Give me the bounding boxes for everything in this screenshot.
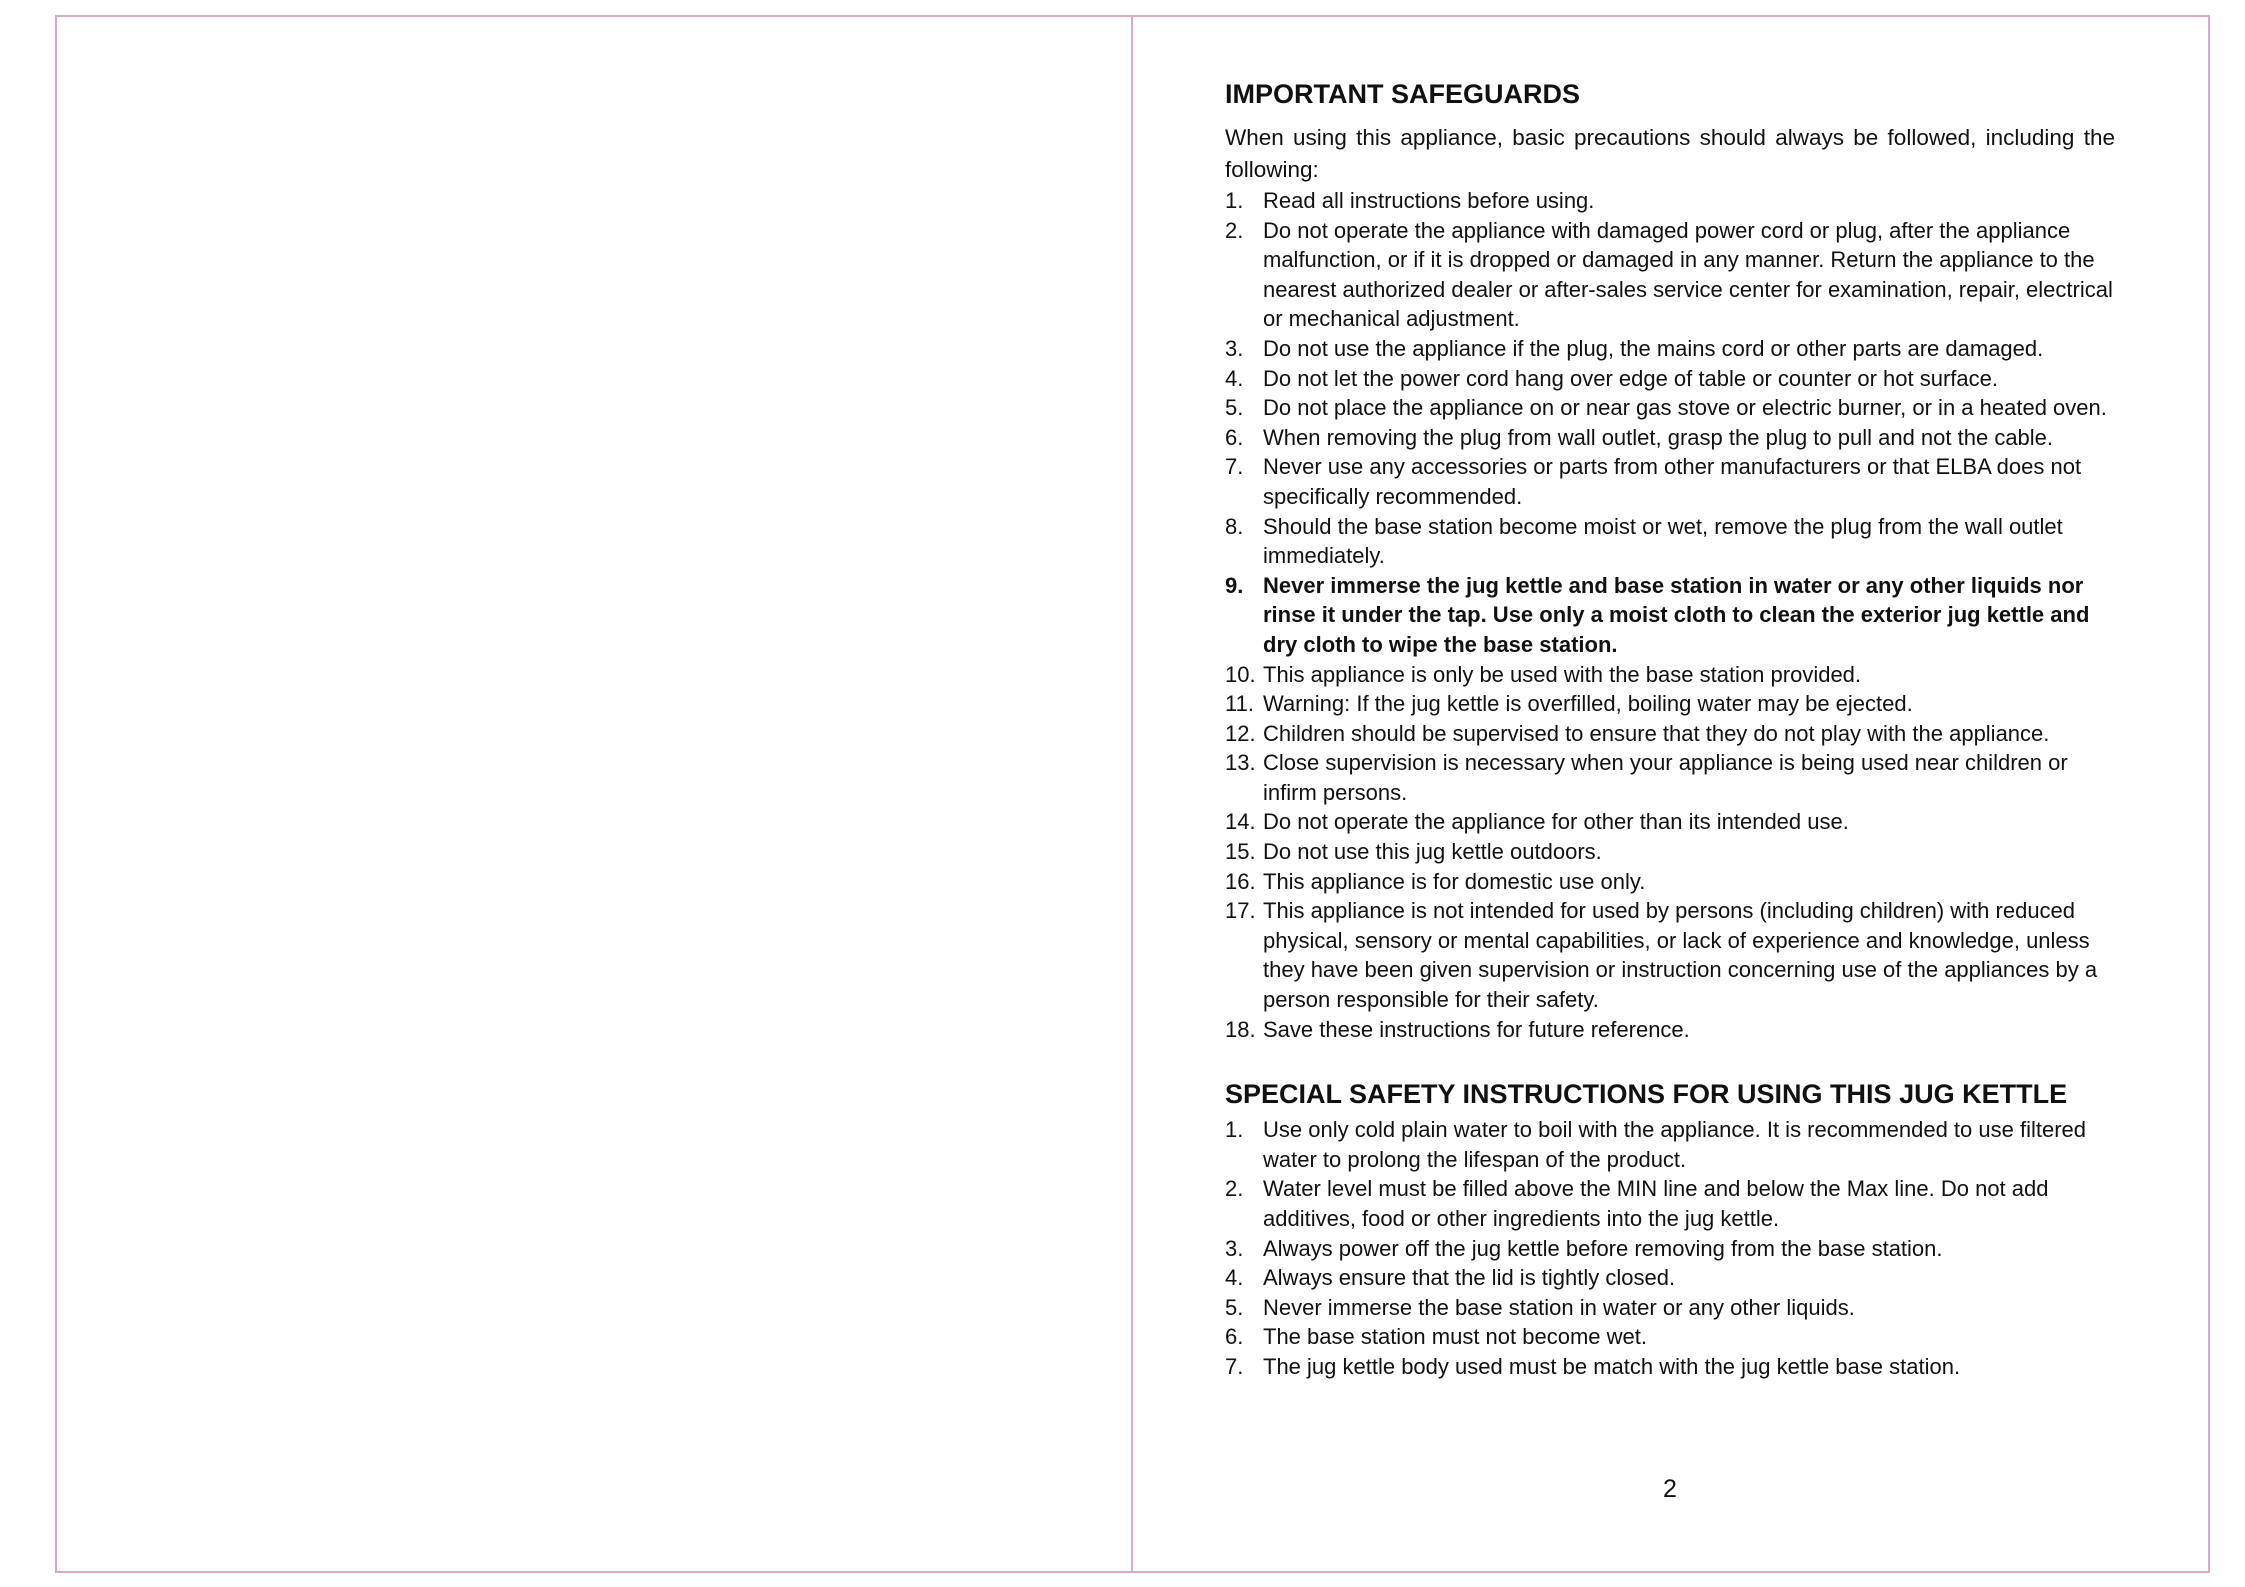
safeguards-title: IMPORTANT SAFEGUARDS xyxy=(1225,79,1580,109)
safeguards-intro: When using this appliance, basic precautions should always be followed, including the following: xyxy=(1225,125,2115,182)
list-item: 1. Use only cold plain water to boil with the appliance. It is recommended to use filtered water to prolong the lifespan of the product. xyxy=(1225,1117,2086,1172)
list-item: 7. Never use any accessories or parts from other manufacturers or that ELBA does not specifically recommended. xyxy=(1225,454,2082,509)
list-item: 3. Always power off the jug kettle before removing from the base station. xyxy=(1225,1235,1943,1261)
list-item: 2. Water level must be filled above the MIN line and below the Max line. Do not add additives, food or other ingredients into the jug kettle. xyxy=(1225,1176,2049,1231)
list-item: 10. This appliance is only be used with the base station provided. xyxy=(1225,661,1862,687)
list-item: 13. Close supervision is necessary when your appliance is being used near children or infirm persons. xyxy=(1225,750,2068,805)
list-item: 16. This appliance is for domestic use only. xyxy=(1225,868,1646,894)
list-item: 4. Do not let the power cord hang over edge of table or counter or hot surface. xyxy=(1225,365,1999,391)
list-item: 15. Do not use this jug kettle outdoors. xyxy=(1225,839,1602,865)
list-item: 1. Read all instructions before using. xyxy=(1225,188,1595,213)
list-item: 12. Children should be supervised to ensure that they do not play with the appliance. xyxy=(1225,720,2050,746)
special-instructions-title: SPECIAL SAFETY INSTRUCTIONS FOR USING THIS JUG KETTLE xyxy=(1225,1079,2068,1110)
left-page-blank xyxy=(57,17,1131,1571)
list-item: 5. Do not place the appliance on or near gas stove or electric burner, or in a heated oven. xyxy=(1225,395,2107,421)
list-item: 14. Do not operate the appliance for other than its intended use. xyxy=(1225,809,1849,835)
safeguards-list xyxy=(1225,186,2115,1044)
list-item: 3. Do not use the appliance if the plug, the mains cord or other parts are damaged. xyxy=(1225,335,2044,361)
special-instructions-list xyxy=(1225,1115,2115,1381)
page-divider xyxy=(1131,15,1133,1573)
list-item: 6. When removing the plug from wall outlet, grasp the plug to pull and not the cable. xyxy=(1225,424,2054,450)
page-number: 2 xyxy=(1663,1475,1677,1503)
list-item: 2. Do not operate the appliance with damaged power cord or plug, after the appliance malfunction, or if it is dropped or damaged in any manner. Return the appliance to the nearest authorized dealer or after-sales service center for examination, repair, electrical or mechanical adjustment. xyxy=(1225,217,2113,332)
list-item: 18. Save these instructions for future reference. xyxy=(1225,1016,1690,1042)
list-item: 7. The jug kettle body used must be match with the jug kettle base station. xyxy=(1225,1353,1961,1379)
list-item: 6. The base station must not become wet. xyxy=(1225,1324,1647,1350)
list-item: 8. Should the base station become moist or wet, remove the plug from the wall outlet immediately. xyxy=(1225,513,2063,569)
list-item: 11. Warning: If the jug kettle is overfilled, boiling water may be ejected. xyxy=(1225,691,1913,717)
list-item: 5. Never immerse the base station in water or any other liquids. xyxy=(1225,1294,1855,1320)
list-item: 4. Always ensure that the lid is tightly closed. xyxy=(1225,1265,1676,1291)
right-page xyxy=(1225,80,2115,1382)
list-item: 17. This appliance is not intended for used by persons (including children) with reduced physical, sensory or mental capabilities, or lack of experience and knowledge, unless they have been given supervision or instruction concerning use of the appliances by a person responsible for their safety. xyxy=(1225,898,2098,1013)
list-item-bold-warning: 9. Never immerse the jug kettle and base station in water or any other liquids nor rinse it under the tap. Use only a moist cloth to clean the exterior jug kettle and dry cloth to wipe the base station. xyxy=(1225,572,2090,657)
